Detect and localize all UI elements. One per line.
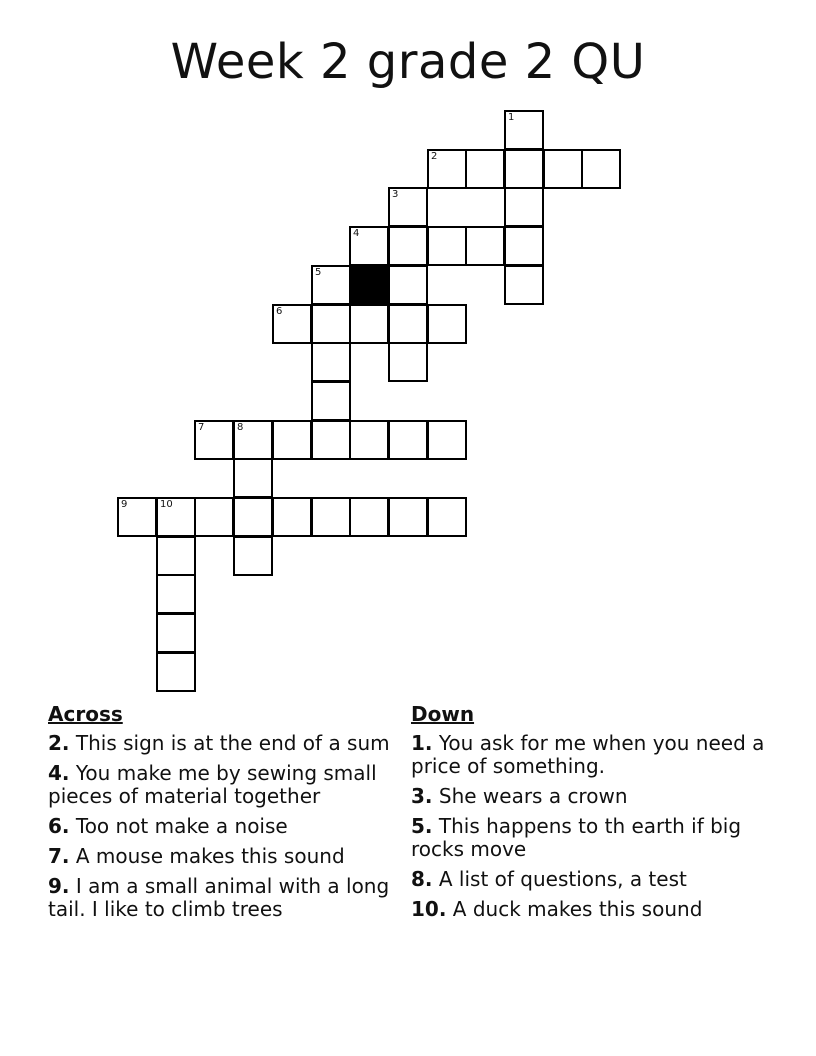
crossword-cell[interactable] (311, 265, 351, 305)
clue-text: You make me by sewing small pieces of material together (48, 761, 377, 808)
crossword-cell[interactable] (272, 420, 312, 460)
clue-number-label: 8 (237, 422, 244, 433)
clue-text: You ask for me when you need a price of something. (411, 731, 765, 778)
across-clues (48, 703, 408, 928)
clue-number-label: 2 (431, 151, 438, 162)
clue-number-label: 3 (392, 189, 399, 200)
clue-number-label: 5 (315, 267, 322, 278)
crossword-cell[interactable] (156, 536, 196, 576)
clue-number: 8. (411, 867, 433, 891)
crossword-cell[interactable] (311, 420, 351, 460)
clue-text: A list of questions, a test (438, 867, 687, 891)
crossword-cell[interactable] (388, 304, 428, 344)
crossword-cell[interactable] (388, 187, 428, 227)
down-clues (411, 703, 771, 928)
crossword-cell[interactable] (543, 149, 583, 189)
clue-number-label: 10 (160, 499, 173, 510)
clue-number: 7. (48, 844, 70, 868)
crossword-cell[interactable] (233, 420, 273, 460)
down-heading: Down (411, 702, 475, 726)
clue-text: Too not make a noise (75, 814, 288, 838)
clue-across-4 (48, 762, 408, 808)
crossword-cell[interactable] (427, 304, 467, 344)
crossword-cell[interactable] (311, 304, 351, 344)
clue-text: I am a small animal with a long tail. I like to climb trees (48, 874, 390, 921)
clue-number: 4. (48, 761, 70, 785)
clue-number-label: 4 (353, 228, 360, 239)
puzzle-title: Week 2 grade 2 QU (170, 34, 646, 90)
crossword-cell[interactable] (427, 420, 467, 460)
clue-number: 1. (411, 731, 433, 755)
clue-number: 2. (48, 731, 70, 755)
clue-down-8 (411, 868, 771, 891)
blocked-cell (349, 265, 389, 305)
crossword-cell[interactable] (311, 497, 351, 537)
clue-text: This happens to th earth if big rocks move (411, 814, 742, 861)
crossword-cell[interactable] (581, 149, 621, 189)
clue-text: She wears a crown (438, 784, 628, 808)
crossword-cell[interactable] (194, 497, 234, 537)
clue-number-label: 6 (276, 306, 283, 317)
clue-number-label: 7 (198, 422, 205, 433)
crossword-cell[interactable] (117, 497, 157, 537)
crossword-cell[interactable] (156, 497, 196, 537)
crossword-cell[interactable] (233, 536, 273, 576)
crossword-cell[interactable] (272, 304, 312, 344)
crossword-cell[interactable] (465, 149, 505, 189)
clue-number-label: 9 (121, 499, 128, 510)
clue-number-label: 1 (508, 112, 515, 123)
crossword-cell[interactable] (156, 574, 196, 614)
clue-number: 5. (411, 814, 433, 838)
across-heading: Across (48, 702, 123, 726)
clue-across-6 (48, 815, 408, 838)
crossword-cell[interactable] (388, 265, 428, 305)
crossword-cell[interactable] (349, 304, 389, 344)
crossword-cell[interactable] (504, 265, 544, 305)
crossword-cell[interactable] (427, 497, 467, 537)
crossword-cell[interactable] (388, 342, 428, 382)
clue-text: A duck makes this sound (452, 897, 703, 921)
clue-text: A mouse makes this sound (75, 844, 345, 868)
clue-text: This sign is at the end of a sum (75, 731, 390, 755)
clue-number: 3. (411, 784, 433, 808)
crossword-cell[interactable] (388, 497, 428, 537)
clue-across-2 (48, 732, 408, 755)
clue-down-3 (411, 785, 771, 808)
crossword-cell[interactable] (427, 149, 467, 189)
crossword-cell[interactable] (504, 149, 544, 189)
crossword-cell[interactable] (156, 652, 196, 692)
crossword-cell[interactable] (504, 110, 544, 150)
crossword-cell[interactable] (272, 497, 312, 537)
clue-number: 10. (411, 897, 447, 921)
crossword-cell[interactable] (349, 420, 389, 460)
crossword-cell[interactable] (156, 613, 196, 653)
clue-number: 6. (48, 814, 70, 838)
crossword-cell[interactable] (349, 226, 389, 266)
clue-number: 9. (48, 874, 70, 898)
clue-down-5 (411, 815, 771, 861)
crossword-cell[interactable] (504, 226, 544, 266)
crossword-cell[interactable] (504, 187, 544, 227)
clue-down-1 (411, 732, 771, 778)
clue-down-10 (411, 898, 771, 921)
clue-across-9 (48, 875, 408, 921)
crossword-cell[interactable] (311, 342, 351, 382)
crossword-cell[interactable] (427, 226, 467, 266)
crossword-cell[interactable] (233, 497, 273, 537)
crossword-cell[interactable] (465, 226, 505, 266)
crossword-cell[interactable] (388, 226, 428, 266)
crossword-cell[interactable] (233, 458, 273, 498)
clue-across-7 (48, 845, 408, 868)
crossword-cell[interactable] (388, 420, 428, 460)
crossword-cell[interactable] (194, 420, 234, 460)
crossword-cell[interactable] (349, 497, 389, 537)
crossword-cell[interactable] (311, 381, 351, 421)
